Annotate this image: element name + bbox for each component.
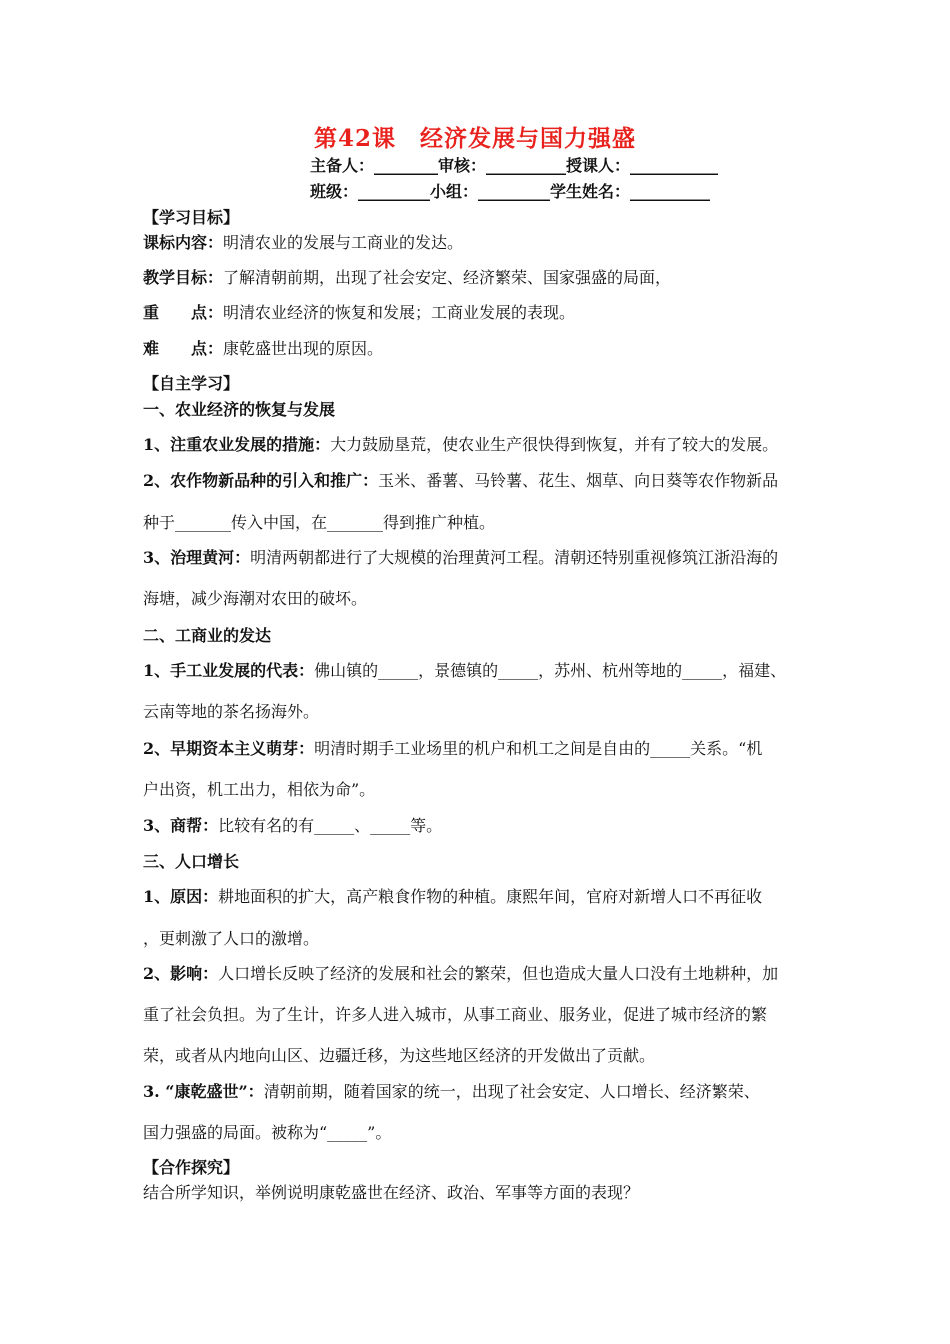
item-capitalism [143,736,762,759]
item-handicraft-cont: 云南等地的茶名扬海外。 [143,702,320,721]
item-kangqian-cont: 国力强盛的局面。被称为“_____”。 [143,1123,392,1142]
key-point-line [143,300,575,323]
item-kangqian [143,1079,760,1102]
item-capitalism-cont: 户出资，机工出力，相依为命”。 [143,780,376,799]
item-text: 明清时期手工业场里的机户和机工之间是自由的_____关系。“机 [314,739,763,758]
item-label: 3、治理黄河： [143,548,251,567]
item-text: 玉米、番薯、马铃薯、花生、烟草、向日葵等农作物新品 [378,471,779,490]
teaching-goal-label: 教学目标： [143,268,224,287]
item-yellow-river-cont: 海塘，减少海潮对农田的破坏。 [143,589,368,608]
item-label: 3、商帮： [143,816,219,835]
item-label: 1、注重农业发展的措施： [143,435,331,454]
item-text: 大力鼓励垦荒，使农业生产很快得到恢复，并有了较大的发展。 [330,435,779,454]
item-text: 明清两朝都进行了大规模的治理黄河工程。清朝还特别重视修筑江浙沿海的 [250,548,779,567]
item-handicraft [143,658,786,681]
item-label: 1、手工业发展的代表： [143,661,315,680]
item-label: 3. “康乾盛世”： [143,1082,264,1101]
difficulty-text: 康乾盛世出现的原因。 [223,339,384,358]
curriculum-line [143,230,463,253]
curriculum-label: 课标内容： [143,233,224,252]
goals-heading: 【学习目标】 [143,208,240,227]
self-study-heading: 【自主学习】 [143,374,240,393]
meta-line-preparers: 主备人：________审核：__________授课人：___________ [310,156,719,175]
item-impact-cont-1: 重了社会负担。为了生计，许多人进入城市，从事工商业、服务业，促进了城市经济的繁 [143,1005,768,1024]
item-yellow-river [143,545,778,568]
item-label: 1、原因： [143,887,219,906]
item-impact-cont-2: 荣，或者从内地向山区、边疆迁移，为这些地区经济的开发做出了贡献。 [143,1046,656,1065]
difficulty-line [143,336,383,359]
item-impact [143,961,778,984]
section-commerce-title: 二、工商业的发达 [143,626,272,645]
curriculum-text: 明清农业的发展与工商业的发达。 [223,233,464,252]
item-text: 人口增长反映了经济的发展和社会的繁荣，但也造成大量人口没有土地耕种，加 [218,964,779,983]
item-label: 2、农作物新品种的引入和推广： [143,471,379,490]
meta-line-student: 班级：_________小组：_________学生姓名：__________ [310,182,711,201]
item-label: 2、影响： [143,964,219,983]
item-causes [143,884,762,907]
difficulty-label: 难 点： [143,339,224,358]
item-text: 比较有名的有_____、_____等。 [218,816,443,835]
teaching-goal-text: 了解清朝前期，出现了社会安定、经济繁荣、国家强盛的局面， [223,268,672,287]
item-merchant-guilds [143,813,442,836]
item-agri-measures [143,432,778,455]
teaching-goal-line [143,265,671,288]
item-label: 2、早期资本主义萌芽： [143,739,315,758]
item-text: 清朝前期，随着国家的统一，出现了社会安定、人口增长、经济繁荣、 [263,1082,760,1101]
item-text: 佛山镇的_____，景德镇的_____，苏州、杭州等地的_____，福建、 [314,661,787,680]
key-point-text: 明清农业经济的恢复和发展；工商业发展的表现。 [223,303,576,322]
coop-question: 结合所学知识，举例说明康乾盛世在经济、政治、军事等方面的表现？ [143,1183,640,1202]
lesson-title: 第42课 经济发展与国力强盛 [313,125,636,152]
item-new-crops-cont: 种于_______传入中国，在_______得到推广种植。 [143,513,496,532]
item-new-crops [143,468,778,491]
coop-heading: 【合作探究】 [143,1158,240,1177]
item-text: 耕地面积的扩大，高产粮食作物的种植。康熙年间，官府对新增人口不再征收 [218,887,763,906]
key-point-label: 重 点： [143,303,224,322]
item-causes-cont: ，更刺激了人口的激增。 [143,929,320,948]
section-population-title: 三、人口增长 [143,852,240,871]
section-agriculture-title: 一、农业经济的恢复与发展 [143,400,336,419]
